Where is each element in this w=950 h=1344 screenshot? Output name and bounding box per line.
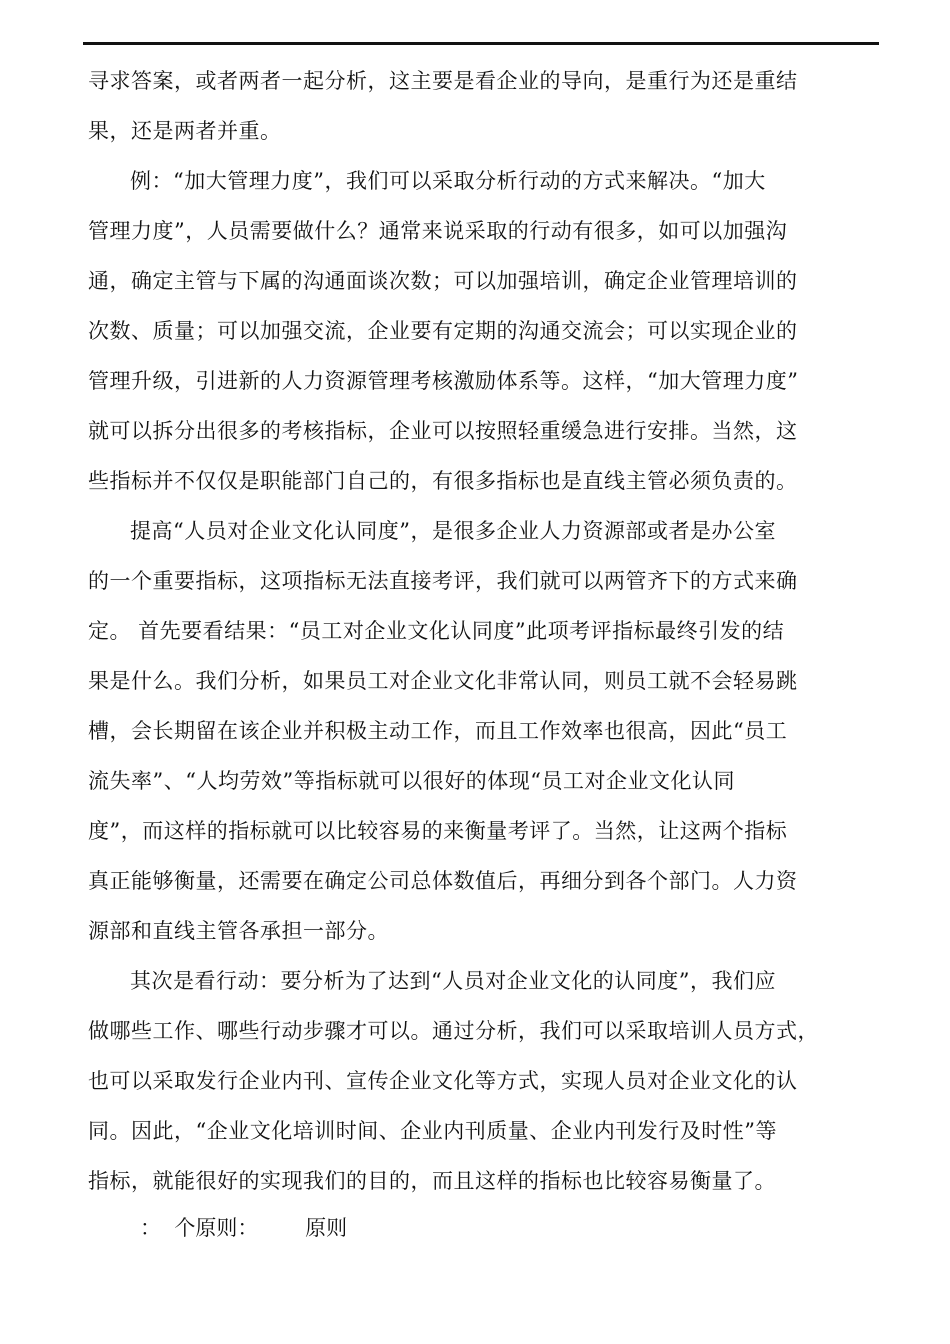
text-line: 通，确定主管与下属的沟通面谈次数；可以加强培训，确定企业管理培训的 — [88, 269, 798, 293]
footer-line: ： 个原则： 原则 — [140, 1216, 348, 1240]
text-line: 定。 首先要看结果：“员工对企业文化认同度”此项考评指标最终引发的结 — [88, 619, 785, 643]
text-line: 也可以采取发行企业内刊、宣传企业文化等方式，实现人员对企业文化的认 — [88, 1069, 798, 1093]
text-line: 槽，会长期留在该企业并积极主动工作，而且工作效率也很高，因此“员工 — [88, 719, 788, 743]
text-line: 的一个重要指标，这项指标无法直接考评，我们就可以两管齐下的方式来确 — [88, 569, 798, 593]
header-rule — [83, 42, 879, 45]
text-line: 度”，而这样的指标就可以比较容易的来衡量考评了。当然，让这两个指标 — [88, 819, 788, 843]
text-line: 些指标并不仅仅是职能部门自己的，有很多指标也是直线主管必须负责的。 — [88, 469, 798, 493]
text-line: 就可以拆分出很多的考核指标，企业可以按照轻重缓急进行安排。当然，这 — [88, 419, 798, 443]
text-line: 果，还是两者并重。 — [88, 119, 282, 143]
text-line: 真正能够衡量，还需要在确定公司总体数值后，再细分到各个部门。人力资 — [88, 869, 798, 893]
text-line: 管理力度”，人员需要做什么？通常来说采取的行动有很多，如可以加强沟 — [88, 219, 788, 243]
text-line: 管理升级，引进新的人力资源管理考核激励体系等。这样，“加大管理力度” — [88, 369, 799, 393]
document-body — [88, 56, 878, 1206]
text-line: 例：“加大管理力度”，我们可以采取分析行动的方式来解决。“加大 — [130, 169, 766, 193]
text-line: 指标，就能很好的实现我们的目的，而且这样的指标也比较容易衡量了。 — [88, 1169, 776, 1193]
text-line: 果是什么。我们分析，如果员工对企业文化非常认同，则员工就不会轻易跳 — [88, 669, 798, 693]
text-line: 做哪些工作、哪些行动步骤才可以。通过分析，我们可以采取培训人员方式， — [88, 1019, 819, 1043]
text-line: 其次是看行动：要分析为了达到“人员对企业文化的认同度”，我们应 — [130, 969, 776, 993]
text-line: 源部和直线主管各承担一部分。 — [88, 919, 389, 943]
text-line: 流失率”、“人均劳效”等指标就可以很好的体现“员工对企业文化认同 — [88, 769, 735, 793]
text-line: 同。因此，“企业文化培训时间、企业内刊质量、企业内刊发行及时性”等 — [88, 1119, 777, 1143]
text-line: 次数、质量；可以加强交流，企业要有定期的沟通交流会；可以实现企业的 — [88, 319, 798, 343]
text-line: 寻求答案，或者两者一起分析，这主要是看企业的导向，是重行为还是重结 — [88, 69, 798, 93]
text-line: 提高“人员对企业文化认同度”，是很多企业人力资源部或者是办公室 — [130, 519, 776, 543]
